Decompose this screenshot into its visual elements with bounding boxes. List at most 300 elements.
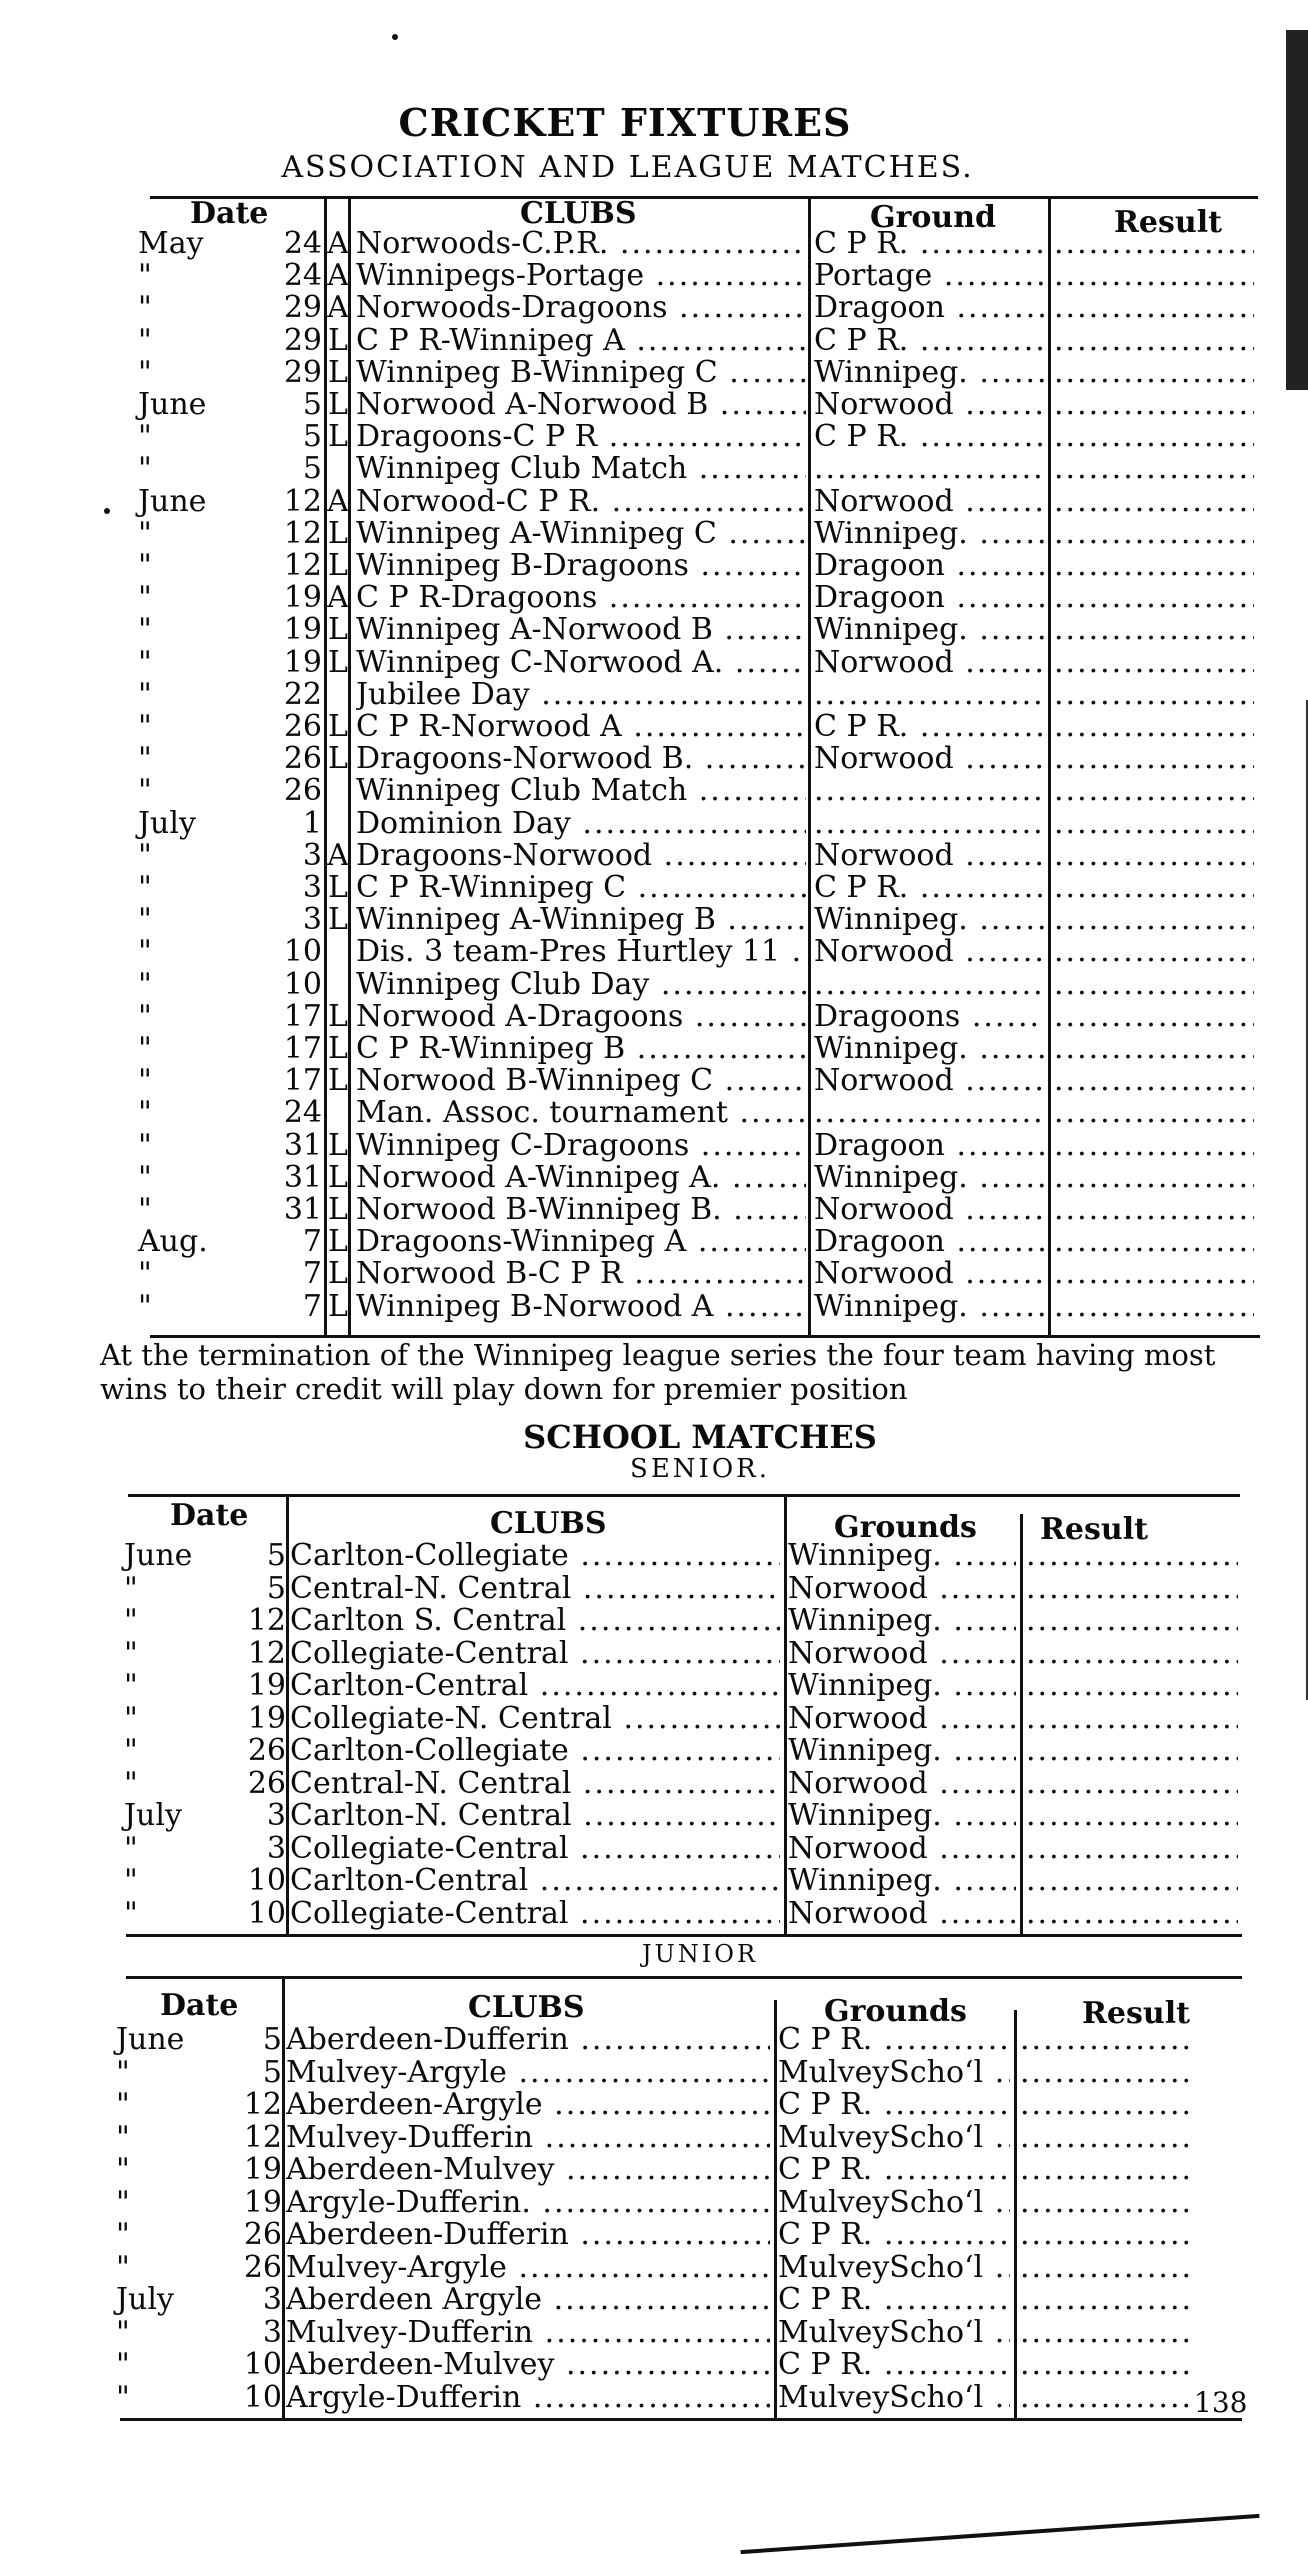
table-row [0,389,1308,421]
row-ground: C P R. ..... [778,2024,1010,2056]
row-day: 22 [283,676,322,712]
row-ground: Winnipeg. ..... [814,904,1044,936]
table-row [0,1194,1308,1226]
row-match-type: A [327,837,349,873]
row-ground [814,808,1044,840]
row-clubs: Carlton-Central ..... [290,1670,780,1702]
row-month: " [138,1031,152,1066]
row-result [1026,1768,1238,1800]
row-day: 10 [283,966,322,1002]
school-section-title: SCHOOL MATCHES [523,1418,877,1456]
row-day: 10 [243,2379,282,2415]
row-month: " [138,1127,152,1163]
row-month: " [138,612,152,648]
row-match-type: L [328,870,348,905]
row-clubs: Norwood B-C P R ..... [356,1258,806,1290]
row-match-type: L [328,419,348,455]
row-result [1054,260,1254,292]
row-month: " [116,2184,130,2220]
row-ground: Dragoon ..... [814,292,1044,324]
row-day: 12 [283,483,322,519]
row-ground: Norwood ..... [788,1573,1016,1605]
table-row [0,2184,1308,2220]
table-row [0,872,1308,904]
row-clubs: C P R-Winnipeg B ..... [356,1033,806,1065]
row-ground: Norwood ..... [814,1194,1044,1226]
row-day: 29 [283,322,322,358]
row-result [1054,743,1254,775]
row-ground: Norwood ..... [788,1833,1016,1865]
row-day: 3 [262,2314,282,2350]
row-day: 24 [283,258,322,294]
row-month: " [124,1830,138,1866]
row-clubs: Carlton-Central ..... [290,1865,780,1897]
row-day: 3 [302,870,322,905]
row-clubs: Aberdeen-Dufferin ..... [286,2024,770,2056]
row-match-type: L [328,709,348,744]
row-ground: Norwood ..... [814,1065,1044,1097]
row-day: 17 [283,1031,322,1066]
row-day: 1 [302,805,322,841]
row-day: 3 [266,1830,286,1866]
row-month: " [138,1159,152,1195]
row-clubs: Winnipeg C-Norwood A. ..... [356,647,806,679]
row-day: 17 [283,998,322,1034]
row-result [1054,389,1254,421]
table-row [0,904,1308,936]
table-row [0,292,1308,324]
row-month: " [124,1570,138,1606]
row-clubs: Carlton S. Central ..... [290,1605,780,1637]
junior-label: JUNIOR [641,1940,759,1968]
row-clubs: Central-N. Central ..... [290,1573,780,1605]
row-clubs: Mulvey-Argyle ..... [286,2252,770,2284]
junior-header-date: Date [160,1988,239,2023]
row-ground: Winnipeg. ..... [814,1162,1044,1194]
row-clubs: Winnipeg Club Match ..... [356,453,806,485]
row-result [1026,1865,1238,1897]
table-row [0,1065,1308,1097]
row-result [1054,647,1254,679]
row-result [1054,1033,1254,1065]
row-result [1054,711,1254,743]
row-month: " [138,580,152,616]
row-month: " [138,354,152,390]
table-row [0,1765,1308,1801]
row-ground: C P R. ..... [778,2219,1010,2251]
row-match-type: L [328,1031,348,1066]
table-row [0,2119,1308,2155]
row-result [1026,1703,1238,1735]
row-ground: MulveySchoʻl ..... [778,2252,1010,2284]
row-day: 12 [283,515,322,551]
table-row [0,614,1308,646]
row-ground: Winnipeg. ..... [788,1670,1016,1702]
row-month: " [138,934,152,970]
row-clubs: Winnipeg A-Winnipeg B ..... [356,904,806,936]
row-ground: Norwood ..... [814,389,1044,421]
row-day: 5 [262,2054,282,2090]
row-ground: Dragoon ..... [814,1130,1044,1162]
row-ground: C P R. ..... [814,228,1044,260]
row-clubs: Winnipeg B-Dragoons ..... [356,550,806,582]
row-result [1026,1833,1238,1865]
table-row [0,1159,1308,1195]
row-month: June [138,483,207,519]
row-ground: Dragoons ..... [814,1001,1044,1033]
row-ground: Norwood ..... [788,1898,1016,1930]
row-clubs: Dragoons-Norwood ..... [356,840,806,872]
row-day: 17 [283,1063,322,1099]
row-month: " [116,2087,130,2122]
row-result [1054,1130,1254,1162]
row-month: " [138,451,152,487]
table-row [0,805,1308,841]
table-row [0,837,1308,873]
row-month: July [116,2282,174,2317]
row-month: " [124,1635,138,1671]
row-month: " [138,1095,152,1131]
table-row [0,322,1308,358]
row-month: " [124,1733,138,1768]
row-ground: MulveySchoʻl ..... [778,2122,1010,2154]
row-result [1054,1162,1254,1194]
row-match-type: A [327,258,349,294]
row-clubs: Norwood-C P R. ..... [356,486,806,518]
row-ground: C P R. ..... [814,711,1044,743]
row-result [1020,2187,1190,2219]
junior-header-clubs: CLUBS [468,1990,585,2025]
row-day: 5 [266,1570,286,1606]
row-ground: Norwood ..... [788,1768,1016,1800]
row-result [1054,453,1254,485]
row-match-type: L [328,1256,348,1292]
row-day: 10 [243,2347,282,2382]
row-ground: Portage ..... [814,260,1044,292]
row-ground [814,453,1044,485]
row-clubs: Aberdeen Argyle ..... [286,2284,770,2316]
row-clubs: Dis. 3 team-Pres Hurtley 11 ..... [356,936,806,968]
row-day: 3 [266,1798,286,1833]
row-month: " [124,1765,138,1801]
row-clubs: C P R-Norwood A ..... [356,711,806,743]
row-ground: Winnipeg. ..... [788,1605,1016,1637]
row-month: " [138,548,152,583]
row-day: 31 [283,1159,322,1195]
row-clubs: Carlton-N. Central ..... [290,1800,780,1832]
row-day: 31 [283,1127,322,1163]
row-result [1026,1573,1238,1605]
row-ground: MulveySchoʻl ..... [778,2317,1010,2349]
row-result [1020,2284,1190,2316]
table-row [0,2089,1308,2121]
row-month: " [116,2314,130,2350]
senior-top-rule [128,1494,1240,1497]
row-clubs: Winnipeg A-Norwood B ..... [356,614,806,646]
row-day: 5 [262,2022,282,2057]
row-clubs: Winnipeg C-Dragoons ..... [356,1130,806,1162]
row-day: 26 [283,741,322,777]
row-clubs: Norwood A-Norwood B ..... [356,389,806,421]
row-match-type: L [328,1224,348,1260]
table-row [0,1605,1308,1637]
row-month: " [116,2217,130,2252]
row-result [1026,1735,1238,1767]
row-result [1054,679,1254,711]
junior-header-result: Result [1082,1996,1190,2031]
page-title: CRICKET FIXTURES [398,100,852,145]
row-day: 26 [243,2217,282,2252]
row-day: 5 [302,419,322,455]
table-row [0,483,1308,519]
row-ground: MulveySchoʻl ..... [778,2057,1010,2089]
row-result [1054,840,1254,872]
senior-label: SENIOR. [630,1454,770,1484]
row-result [1054,1258,1254,1290]
row-day: 26 [283,709,322,744]
row-result [1054,486,1254,518]
row-match-type: L [328,1063,348,1099]
row-month: " [124,1863,138,1898]
row-day: 7 [302,1256,322,1292]
table-row [0,515,1308,551]
row-clubs: Carlton-Collegiate ..... [290,1540,780,1572]
row-day: 12 [247,1635,286,1671]
row-day: 10 [283,934,322,970]
row-month: " [116,2054,130,2090]
row-month: May [138,226,204,261]
row-clubs: Jubilee Day ..... [356,679,806,711]
row-ground: Winnipeg. ..... [788,1735,1016,1767]
row-clubs: Dominion Day ..... [356,808,806,840]
league-header-result: Result [1114,205,1222,240]
row-result [1020,2024,1190,2056]
row-result [1026,1540,1238,1572]
row-clubs: Man. Assoc. tournament ..... [356,1097,806,1129]
row-day: 19 [247,1668,286,1703]
row-result [1054,808,1254,840]
row-ground: C P R. ..... [778,2349,1010,2381]
junior-bottom-rule [120,2418,1242,2421]
row-ground: MulveySchoʻl ..... [778,2382,1010,2414]
row-day: 26 [283,773,322,809]
row-result [1026,1670,1238,1702]
row-ground: Norwood ..... [788,1638,1016,1670]
row-day: 7 [302,1288,322,1324]
row-ground: Winnipeg. ..... [788,1865,1016,1897]
table-row [0,1226,1308,1258]
row-result [1054,421,1254,453]
row-day: 19 [283,612,322,648]
row-clubs: Dragoons-C P R ..... [356,421,806,453]
row-result [1054,228,1254,260]
table-row [0,1570,1308,1606]
table-row [0,2249,1308,2285]
table-row [0,228,1308,260]
table-row [0,711,1308,743]
row-month: " [124,1603,138,1638]
table-row [0,936,1308,968]
row-day: 19 [283,580,322,616]
league-header-date: Date [190,196,269,231]
row-ground: Dragoon ..... [814,550,1044,582]
table-row [0,582,1308,614]
row-clubs: Winnipeg B-Winnipeg C ..... [356,357,806,389]
row-result [1020,2317,1190,2349]
row-clubs: Collegiate-Central ..... [290,1898,780,1930]
row-ground: Norwood ..... [814,743,1044,775]
row-month: " [138,998,152,1034]
row-day: 5 [302,451,322,487]
row-clubs: C P R-Dragoons ..... [356,582,806,614]
row-result [1020,2154,1190,2186]
row-result [1020,2057,1190,2089]
row-match-type: A [327,226,349,261]
row-ground: Norwood ..... [814,936,1044,968]
table-row [0,2054,1308,2090]
row-month: " [138,258,152,294]
row-clubs: Winnipeg Club Day ..... [356,969,806,1001]
table-row [0,1895,1308,1931]
row-match-type: A [327,290,349,326]
row-month: " [138,837,152,873]
row-day: 3 [302,902,322,938]
row-month: " [116,2152,130,2187]
row-month: " [138,709,152,744]
row-result [1020,2089,1190,2121]
junior-header-ground: Grounds [824,1994,967,2029]
row-month: July [138,805,196,841]
row-clubs: Central-N. Central ..... [290,1768,780,1800]
row-month: " [138,741,152,777]
row-match-type: L [328,1127,348,1163]
row-month: June [116,2022,185,2057]
row-month: " [138,773,152,809]
row-clubs: Collegiate-Central ..... [290,1638,780,1670]
row-month: " [138,1256,152,1292]
row-month: Aug. [138,1224,208,1260]
row-clubs: Winnipeg A-Winnipeg C ..... [356,518,806,550]
junior-top-rule [126,1976,1242,1979]
row-result [1054,1291,1254,1323]
row-ground: Dragoon ..... [814,582,1044,614]
table-row [0,2154,1308,2186]
row-ground: Norwood ..... [814,1258,1044,1290]
row-clubs: C P R-Winnipeg C ..... [356,872,806,904]
row-month: " [138,1288,152,1324]
row-result [1054,1194,1254,1226]
table-row [0,550,1308,582]
ink-speck [392,34,398,40]
row-ground [814,969,1044,1001]
league-note: At the termination of the Winnipeg league series the four team having most wins to their credit will play down for premier position [100,1338,1216,1406]
row-ground: C P R. ..... [778,2154,1010,2186]
page-subtitle: ASSOCIATION AND LEAGUE MATCHES. [281,150,974,185]
row-ground: MulveySchoʻl ..... [778,2187,1010,2219]
row-ground: C P R. ..... [814,421,1044,453]
row-month: " [138,870,152,905]
row-day: 12 [243,2119,282,2155]
row-day: 3 [302,837,322,873]
table-row [0,998,1308,1034]
row-ground: Winnipeg. ..... [814,1291,1044,1323]
row-result [1020,2252,1190,2284]
row-ground: Norwood ..... [814,647,1044,679]
row-clubs: Norwood B-Winnipeg C ..... [356,1065,806,1097]
row-result [1054,550,1254,582]
row-result [1054,936,1254,968]
row-match-type: L [328,322,348,358]
row-month: " [138,419,152,455]
row-result [1054,614,1254,646]
table-row [0,1800,1308,1832]
row-result [1020,2382,1190,2414]
row-clubs: Carlton-Collegiate ..... [290,1735,780,1767]
row-match-type: L [328,354,348,390]
row-clubs: Norwoods-C.P.R. ..... [356,228,806,260]
row-result [1054,292,1254,324]
row-day: 12 [283,548,322,583]
row-month: " [138,966,152,1002]
row-day: 5 [266,1538,286,1573]
row-ground: Winnipeg. ..... [788,1800,1016,1832]
row-day: 24 [283,1095,322,1131]
table-row [0,1540,1308,1572]
row-month: " [116,2249,130,2285]
row-clubs: Argyle-Dufferin. ..... [286,2187,770,2219]
row-month: June [138,387,207,422]
row-month: " [138,902,152,938]
row-month: " [116,2119,130,2155]
row-match-type: L [328,741,348,777]
row-match-type: A [327,580,349,616]
row-result [1026,1898,1238,1930]
row-result [1054,775,1254,807]
row-day: 19 [283,644,322,680]
row-ground [814,775,1044,807]
row-clubs: Mulvey-Dufferin ..... [286,2317,770,2349]
row-day: 19 [243,2152,282,2187]
table-row [0,1258,1308,1290]
row-clubs: Winnipeg Club Match ..... [356,775,806,807]
row-ground: Dragoon ..... [814,1226,1044,1258]
row-ground: Winnipeg. ..... [814,357,1044,389]
row-clubs: Aberdeen-Mulvey ..... [286,2154,770,2186]
row-day: 10 [247,1895,286,1931]
row-result [1054,357,1254,389]
table-row [0,1033,1308,1065]
row-ground: C P R. ..... [778,2284,1010,2316]
table-row [0,1670,1308,1702]
row-month: " [124,1668,138,1703]
row-month: " [138,515,152,551]
row-day: 24 [283,226,322,261]
row-month: " [138,676,152,712]
table-row [0,2219,1308,2251]
row-month: " [138,1192,152,1227]
row-day: 19 [247,1700,286,1736]
table-row [0,2024,1308,2056]
row-result [1054,582,1254,614]
row-match-type: L [328,1288,348,1324]
row-match-type: L [328,1159,348,1195]
row-result [1026,1638,1238,1670]
table-row [0,1700,1308,1736]
row-day: 31 [283,1192,322,1227]
row-day: 26 [247,1733,286,1768]
row-result [1054,969,1254,1001]
row-day: 7 [302,1224,322,1260]
